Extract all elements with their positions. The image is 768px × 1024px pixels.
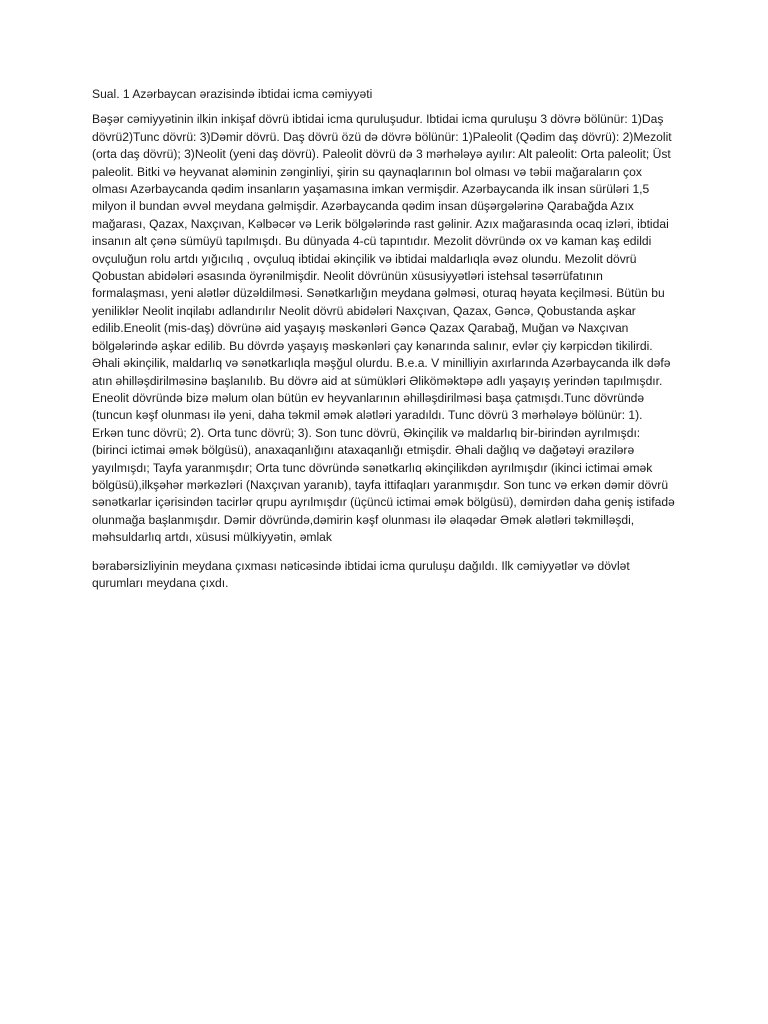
body-paragraph-2: bərabərsizliyinin meydana çıxması nəticəsində ibtidai icma quruluşu dağıldı. Ilk cəmiyyətlər və dövlət qurumları meydana çıxdı. [92, 558, 630, 590]
question-title: Sual. 1 Azərbaycan ərazisində ibtidai icma cəmiyyəti [92, 87, 373, 101]
document-body [92, 86, 676, 592]
body-paragraph-1: Bəşər cəmiyyətinin ilkin inkişaf dövrü ibtidai icma quruluşudur. Ibtidai icma quruluşu 3 dövrə bölünür: 1)Daş dövrü2)Tunc dövrü: 3)Dəmir dövrü. Daş dövrü özü də dövrə bölünür: 1)Paleolit (Qədim daş dövrü): 2)Mezolit (orta daş dövrü); 3)Neolit (yeni daş dövrü). Paleolit dövrü də 3 mərhələyə ayılır: Alt paleolit: Orta paleolit; Üst paleolit. Bitki və heyvanat aləminin zənginliyi, şirin su qaynaqlarının bol olması və təbii mağaraların çox olması Azərbaycanda qədim insanların yaşamasına imkan vermişdir. Azərbaycanda ilk insan sürüləri 1,5 milyon il bundan əvvəl meydana gəlmişdir. Azərbaycanda qədim insan düşərgələrinə Qarabağda Azıx mağarası, Qazax, Naxçıvan, Kəlbəcər və Lerik bölgələrində rast gəlinir. Azıx mağarasında ocaq izləri, ibtidai insanın alt çənə sümüyü tapılmışdı. Bu dünyada 4-cü tapıntıdır. Mezolit dövründə ox və kaman kaş edildi ovçuluğun rolu artdı yığıcılıq , ovçuluq ibtidai əkinçilik və ibtidai maldarlıqla əvəz olundu. Mezolit dövrü Qobustan abidələri əsasında öyrənilmişdir. Neolit dövrünün xüsusiyyətləri istehsal təsərrüfatının formalaşması, yeni alətlər düzəldilməsi. Sənətkarlığın meydana gəlməsi, oturaq həyata keçilməsi. Bütün bu yeniliklər Neolit inqilabı adlandırılır Neolit dövrü abidələri Naxçıvan, Qazax, Gəncə, Qobustanda aşkar edilib.Eneolit (mis-daş) dövrünə aid yaşayış məskənləri Gəncə Qazax Qarabağ, Muğan və Naxçıvan bölgələrində aşkar edilib. Bu dövrdə yaşayış məskənləri çay kənarında salınır, evlər çiy kərpicdən tikilirdi. Əhali əkinçilik, maldarlıq və sənətkarlıqla məşğul olurdu. B.e.a. V minilliyin axırlarında Azərbaycanda ilk dəfə atın əhilləşdirilməsinə başlanılıb. Bu dövrə aid at sümükləri Əliköməktəpə adlı yaşayış yerindən tapılmışdır. Eneolit dövründə bizə məlum olan bütün ev heyvanlarının əhilləşdirilməsi başa çatmışdı.Tunc dövründə (tuncun kəşf olunması ilə yeni, daha təkmil əmək alətləri yaradıldı. Tunc dövrü 3 mərhələyə bölünür: 1). Erkən tunc dövrü; 2). Orta tunc dövrü; 3). Son tunc dövrü, Əkinçilik və maldarlıq bir-birindən ayrılmışdı: (birinci ictimai əmək bölgüsü), anaxaqanlığını ataxaqanlığı etmişdir. Əhali dağlıq və dağətəyi ərazilərə yayılmışdı; Tayfa yaranmışdır; Orta tunc dövründə sənətkarlıq əkinçilikdən ayrılmışdır (ikinci ictimai əmək bölgüsü),ilkşəhər mərkəzləri (Naxçıvan yaranıb), tayfa ittifaqları yaranmışdır. Son tunc və erkən dəmir dövrü sənətkarlar içərisindən tacirlər qrupu ayrılmışdır (üçüncü ictimai əmək bölgüsü), dəmirdən daha geniş istifadə olunmağa başlanmışdır. Dəmir dövründə,dəmirin kəşf olunması ilə əlaqədar Əmək alətləri təkmilləşdi, məhsuldarlıq artdı, xüsusi mülkiyyətin, əmlak [92, 112, 675, 545]
